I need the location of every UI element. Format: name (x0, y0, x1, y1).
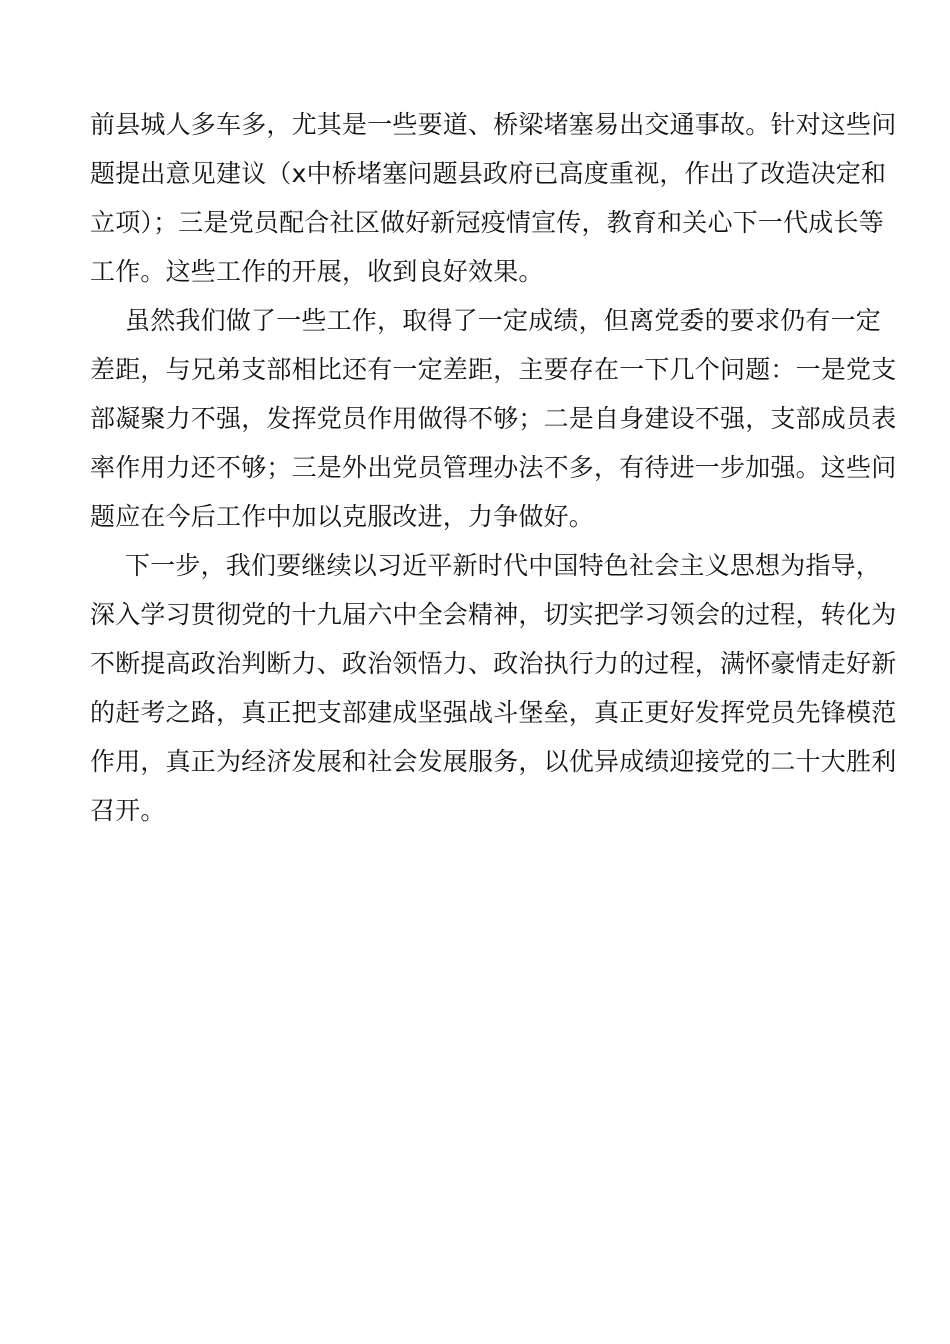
paragraph-line: 前县城人多车多，尤其是一些要道、桥梁堵塞易出交通事故。针对这些问 (90, 110, 897, 139)
paragraph-line: 召开。 (90, 796, 166, 825)
paragraph-line: 的赶考之路，真正把支部建成坚强战斗堡垒，真正更好发挥党员先锋模范 (90, 698, 897, 727)
paragraph-line: 立项）；三是党员配合社区做好新冠疫情宣传，教育和关心下一代成长等 (90, 208, 884, 237)
paragraph-2 (90, 296, 897, 541)
document-body (90, 100, 897, 835)
paragraph-line: 作用，真正为经济发展和社会发展服务，以优异成绩迎接党的二十大胜利 (90, 747, 897, 776)
paragraph-line: 虽然我们做了一些工作，取得了一定成绩，但离党委的要求仍有一定 (125, 306, 882, 335)
paragraph-1 (90, 100, 897, 296)
paragraph-line: 不断提高政治判断力、政治领悟力、政治执行力的过程，满怀豪情走好新 (90, 649, 897, 678)
paragraph-3 (90, 541, 897, 835)
paragraph-line: 深入学习贯彻党的十九届六中全会精神，切实把学习领会的过程，转化为 (90, 600, 897, 629)
paragraph-line: 率作用力还不够；三是外出党员管理办法不多，有待进一步加强。这些问 (90, 453, 897, 482)
paragraph-line: 工作。这些工作的开展，收到良好效果。 (90, 257, 544, 286)
paragraph-line: 部凝聚力不强，发挥党员作用做得不够；二是自身建设不强，支部成员表 (90, 404, 897, 433)
paragraph-line: 题应在今后工作中加以克服改进，力争做好。 (90, 502, 595, 531)
paragraph-line: 题提出意见建议（x中桥堵塞问题县政府已高度重视，作出了改造决定和 (90, 159, 887, 188)
paragraph-line: 差距，与兄弟支部相比还有一定差距，主要存在一下几个问题：一是党支 (90, 355, 897, 384)
paragraph-line: 下一步，我们要继续以习近平新时代中国特色社会主义思想为指导， (125, 551, 882, 580)
